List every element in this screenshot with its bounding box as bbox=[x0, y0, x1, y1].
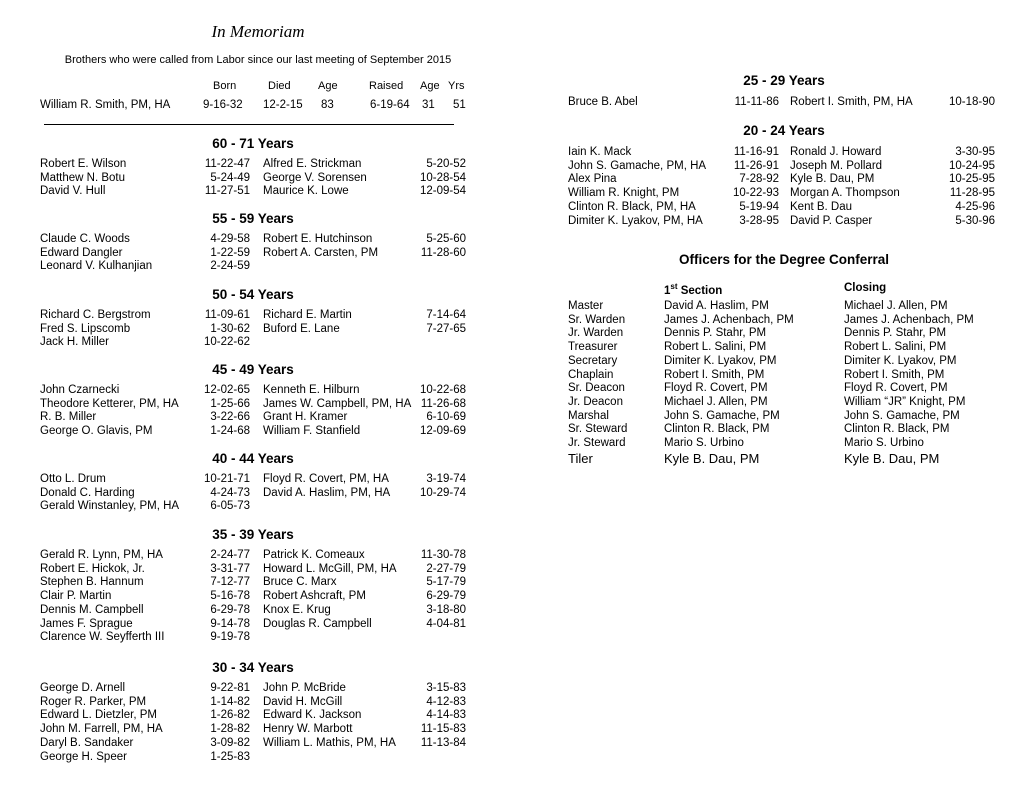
member-name: Clair P. Martin bbox=[40, 590, 112, 603]
raised-date: 1-30-62 bbox=[210, 322, 250, 335]
raised-date: 7-28-92 bbox=[739, 173, 779, 186]
officer-row bbox=[0, 314, 1035, 328]
raised-date: 11-13-84 bbox=[420, 736, 466, 749]
raised-date: 11-28-60 bbox=[420, 246, 466, 259]
entry-raised: 6-19-64 bbox=[370, 99, 410, 111]
member-name: R. B. Miller bbox=[40, 411, 97, 424]
member-name: Leonard V. Kulhanjian bbox=[40, 260, 153, 273]
member-name: Robert I. Smith, PM, HA bbox=[790, 96, 913, 108]
member-name: Bruce B. Abel bbox=[568, 96, 638, 108]
first-section-officer: Michael J. Allen, PM bbox=[664, 395, 768, 408]
section-title: 45 - 49 Years bbox=[212, 362, 294, 377]
section-title: 55 - 59 Years bbox=[212, 211, 294, 226]
header-raised: Raised bbox=[369, 80, 404, 92]
member-row bbox=[0, 575, 516, 589]
officer-role: Sr. Warden bbox=[568, 313, 626, 326]
member-row bbox=[0, 200, 1035, 214]
member-name: Robert Ashcraft, PM bbox=[263, 590, 366, 603]
entry-name: William R. Smith, PM, HA bbox=[40, 99, 171, 111]
divider-rule bbox=[44, 124, 454, 125]
member-row bbox=[0, 232, 516, 246]
raised-date: 10-22-68 bbox=[419, 384, 466, 396]
raised-date: 12-02-65 bbox=[203, 384, 250, 396]
member-row bbox=[0, 681, 516, 695]
raised-date: 9-19-78 bbox=[210, 631, 250, 644]
raised-date: 10-28-54 bbox=[419, 171, 466, 184]
member-name: Iain K. Mack bbox=[568, 146, 632, 158]
raised-date: 1-22-59 bbox=[210, 246, 250, 259]
raised-date: 2-27-79 bbox=[426, 562, 466, 575]
officer-role: Tiler bbox=[568, 450, 593, 466]
raised-date: 6-29-78 bbox=[210, 603, 250, 616]
member-name: James W. Campbell, PM, HA bbox=[263, 397, 412, 410]
member-name: Clarence W. Seyfferth III bbox=[40, 631, 165, 644]
first-section-officer: Dimiter K. Lyakov, PM bbox=[664, 354, 777, 367]
member-name: Robert E. Wilson bbox=[40, 158, 127, 170]
member-row bbox=[0, 603, 516, 617]
officer-role: Jr. Steward bbox=[568, 437, 626, 449]
officers-first-section-header bbox=[664, 282, 722, 297]
officer-row bbox=[0, 423, 1035, 437]
raised-date: 2-24-59 bbox=[210, 260, 250, 273]
officer-row bbox=[0, 437, 1035, 451]
member-name: Gerald R. Lynn, PM, HA bbox=[40, 549, 163, 561]
raised-date: 11-15-83 bbox=[420, 723, 466, 736]
raised-date: 5-17-79 bbox=[426, 576, 466, 589]
member-name: Edward Dangler bbox=[40, 246, 123, 259]
member-row bbox=[0, 145, 1035, 159]
raised-date: 5-20-52 bbox=[426, 158, 466, 170]
member-name: Robert E. Hutchinson bbox=[263, 233, 373, 245]
closing-officer: Dimiter K. Lyakov, PM bbox=[844, 354, 957, 367]
member-name: Fred S. Lipscomb bbox=[40, 322, 131, 335]
member-name: George H. Speer bbox=[40, 750, 127, 763]
member-name: Patrick K. Comeaux bbox=[263, 549, 365, 561]
entry-years: 51 bbox=[453, 99, 466, 111]
raised-date: 10-22-62 bbox=[203, 336, 250, 349]
first-section-officer: Dennis P. Stahr, PM bbox=[664, 327, 767, 340]
first-section-number: 1 bbox=[664, 284, 671, 297]
raised-date: 7-14-64 bbox=[426, 309, 466, 321]
member-name: Alex Pina bbox=[568, 173, 617, 186]
first-section-officer: James J. Achenbach, PM bbox=[664, 313, 794, 326]
raised-date: 10-29-74 bbox=[419, 486, 466, 499]
raised-date: 10-24-95 bbox=[948, 159, 995, 172]
header-years: Yrs bbox=[448, 80, 465, 92]
member-row bbox=[0, 486, 516, 500]
member-name: David P. Casper bbox=[790, 214, 873, 227]
raised-date: 6-05-73 bbox=[210, 500, 250, 513]
header-born: Born bbox=[213, 80, 237, 92]
officer-row bbox=[0, 396, 1035, 410]
member-row bbox=[0, 589, 516, 603]
raised-date: 5-24-49 bbox=[210, 171, 250, 184]
header-age-raised: Age bbox=[420, 80, 440, 92]
entry-died: 12-2-15 bbox=[263, 99, 303, 111]
member-name: George V. Sorensen bbox=[263, 171, 367, 184]
entry-born: 9-16-32 bbox=[203, 99, 243, 111]
entry-age-raised: 31 bbox=[422, 99, 435, 111]
member-name: Otto L. Drum bbox=[40, 473, 106, 485]
closing-officer: John S. Gamache, PM bbox=[844, 409, 960, 422]
member-name: John S. Gamache, PM, HA bbox=[568, 159, 707, 172]
member-row bbox=[0, 736, 516, 750]
raised-date: 5-30-96 bbox=[955, 214, 995, 227]
closing-officer: Clinton R. Black, PM bbox=[844, 423, 950, 436]
raised-date: 9-22-81 bbox=[210, 682, 250, 694]
member-row bbox=[0, 548, 516, 562]
member-name: Douglas R. Campbell bbox=[263, 617, 372, 630]
closing-officer: Michael J. Allen, PM bbox=[844, 300, 948, 312]
first-section-officer: Robert L. Salini, PM bbox=[664, 341, 767, 354]
member-name: Edward K. Jackson bbox=[263, 709, 362, 722]
member-name: George D. Arnell bbox=[40, 682, 126, 694]
memoriam-subtitle: Brothers who were called from Labor since our last meeting of September 2015 bbox=[64, 54, 452, 66]
header-age: Age bbox=[318, 80, 338, 92]
member-row bbox=[0, 750, 516, 764]
entry-age: 83 bbox=[321, 99, 334, 111]
officer-row bbox=[0, 300, 1035, 314]
raised-date: 12-09-54 bbox=[419, 185, 466, 198]
raised-date: 4-12-83 bbox=[426, 695, 466, 708]
officer-row bbox=[0, 341, 1035, 355]
member-name: Dimiter K. Lyakov, PM, HA bbox=[568, 214, 703, 227]
raised-date: 3-19-74 bbox=[426, 473, 466, 485]
raised-date: 1-14-82 bbox=[210, 695, 250, 708]
raised-date: 11-30-78 bbox=[420, 549, 466, 561]
raised-date: 12-09-69 bbox=[419, 425, 466, 438]
member-name: Theodore Ketterer, PM, HA bbox=[40, 397, 179, 410]
member-name: Richard E. Martin bbox=[263, 309, 352, 321]
member-name: Alfred E. Strickman bbox=[263, 158, 362, 170]
raised-date: 1-28-82 bbox=[210, 723, 250, 736]
first-section-superscript: st bbox=[670, 282, 678, 291]
officer-role: Jr. Deacon bbox=[568, 395, 623, 408]
member-row bbox=[0, 472, 516, 486]
raised-date: 4-24-73 bbox=[210, 486, 250, 499]
raised-date: 3-28-95 bbox=[739, 214, 779, 227]
member-name: Bruce C. Marx bbox=[263, 576, 337, 589]
section-title: 30 - 34 Years bbox=[212, 660, 294, 675]
raised-date: 3-30-95 bbox=[955, 146, 995, 158]
first-section-officer: John S. Gamache, PM bbox=[664, 409, 780, 422]
member-row bbox=[0, 186, 1035, 200]
officer-role: Jr. Warden bbox=[568, 327, 624, 340]
raised-date: 7-12-77 bbox=[210, 576, 250, 589]
member-name: Howard L. McGill, PM, HA bbox=[263, 562, 397, 575]
officer-role: Master bbox=[568, 300, 604, 312]
member-row bbox=[0, 499, 516, 513]
first-section-officer: Floyd R. Covert, PM bbox=[664, 382, 768, 395]
first-section-officer: Robert I. Smith, PM bbox=[664, 368, 765, 381]
first-section-label: Section bbox=[677, 284, 723, 297]
member-row bbox=[0, 246, 516, 260]
closing-officer: Mario S. Urbino bbox=[844, 437, 924, 449]
section-title: 20 - 24 Years bbox=[743, 123, 825, 138]
member-name: Daryl B. Sandaker bbox=[40, 736, 134, 749]
member-name: William L. Mathis, PM, HA bbox=[263, 736, 396, 749]
member-name: George O. Glavis, PM bbox=[40, 425, 153, 438]
raised-date: 11-11-86 bbox=[734, 96, 779, 108]
officer-row bbox=[0, 355, 1035, 369]
raised-date: 10-18-90 bbox=[948, 96, 995, 108]
section-title: 25 - 29 Years bbox=[743, 73, 825, 88]
member-row bbox=[0, 617, 516, 631]
raised-date: 5-25-60 bbox=[426, 233, 466, 245]
section-title: 35 - 39 Years bbox=[212, 527, 294, 542]
closing-officer: Robert I. Smith, PM bbox=[844, 368, 945, 381]
member-name: John M. Farrell, PM, HA bbox=[40, 723, 163, 736]
first-section-officer: Clinton R. Black, PM bbox=[664, 423, 770, 436]
member-name: Jack H. Miller bbox=[40, 336, 110, 349]
raised-date: 4-25-96 bbox=[955, 200, 995, 213]
first-section-officer: Kyle B. Dau, PM bbox=[664, 450, 760, 466]
officer-role: Sr. Steward bbox=[568, 423, 628, 436]
memoriam-title: In Memoriam bbox=[211, 22, 305, 41]
raised-date: 3-15-83 bbox=[426, 682, 466, 694]
raised-date: 7-27-65 bbox=[426, 322, 466, 335]
raised-date: 5-19-94 bbox=[739, 200, 779, 213]
member-name: John P. McBride bbox=[263, 682, 346, 694]
raised-date: 3-18-80 bbox=[426, 603, 466, 616]
raised-date: 9-14-78 bbox=[210, 617, 250, 630]
raised-date: 11-16-91 bbox=[733, 146, 779, 158]
officer-role: Secretary bbox=[568, 354, 618, 367]
member-name: Richard C. Bergstrom bbox=[40, 309, 151, 321]
raised-date: 3-31-77 bbox=[210, 562, 250, 575]
member-name: Maurice K. Lowe bbox=[263, 185, 349, 198]
member-name: Claude C. Woods bbox=[40, 233, 130, 245]
raised-date: 10-22-93 bbox=[732, 187, 779, 200]
member-name: Matthew N. Botu bbox=[40, 171, 126, 184]
raised-date: 11-09-61 bbox=[204, 309, 250, 321]
member-name: John Czarnecki bbox=[40, 384, 120, 396]
member-name: William R. Knight, PM bbox=[568, 187, 680, 200]
officer-role: Marshal bbox=[568, 409, 609, 422]
section-title: 40 - 44 Years bbox=[212, 451, 294, 466]
member-row bbox=[0, 708, 516, 722]
member-name: Henry W. Marbott bbox=[263, 723, 353, 736]
member-name: Dennis M. Campbell bbox=[40, 603, 144, 616]
officers-closing-header: Closing bbox=[844, 282, 887, 294]
raised-date: 11-26-68 bbox=[420, 397, 466, 410]
member-row bbox=[0, 722, 516, 736]
member-name: Floyd R. Covert, PM, HA bbox=[263, 473, 389, 485]
member-row bbox=[0, 214, 1035, 228]
member-name: Kenneth E. Hilburn bbox=[263, 384, 360, 396]
closing-officer: Dennis P. Stahr, PM bbox=[844, 327, 947, 340]
raised-date: 5-16-78 bbox=[210, 590, 250, 603]
member-row bbox=[0, 159, 1035, 173]
raised-date: 11-28-95 bbox=[949, 187, 995, 200]
raised-date: 4-14-83 bbox=[426, 709, 466, 722]
member-name: David V. Hull bbox=[40, 185, 106, 198]
officer-role: Treasurer bbox=[568, 341, 618, 354]
member-name: Robert E. Hickok, Jr. bbox=[40, 562, 145, 575]
member-row bbox=[0, 259, 516, 273]
raised-date: 2-24-77 bbox=[210, 549, 250, 561]
member-name: Stephen B. Hannum bbox=[40, 576, 144, 589]
closing-officer: James J. Achenbach, PM bbox=[844, 313, 974, 326]
raised-date: 11-22-47 bbox=[204, 158, 250, 170]
member-name: Edward L. Dietzler, PM bbox=[40, 709, 157, 722]
member-name: Clinton R. Black, PM, HA bbox=[568, 200, 696, 213]
member-name: David H. McGill bbox=[263, 695, 343, 708]
raised-date: 11-27-51 bbox=[204, 185, 250, 198]
officer-role: Sr. Deacon bbox=[568, 382, 625, 395]
member-row bbox=[0, 630, 516, 644]
raised-date: 4-29-58 bbox=[210, 233, 250, 245]
raised-date: 10-25-95 bbox=[948, 173, 995, 186]
officer-row bbox=[0, 410, 1035, 424]
header-died: Died bbox=[268, 80, 291, 92]
closing-officer: Floyd R. Covert, PM bbox=[844, 382, 948, 395]
officers-title: Officers for the Degree Conferral bbox=[678, 252, 890, 267]
member-name: David A. Haslim, PM, HA bbox=[263, 486, 391, 499]
first-section-officer: David A. Haslim, PM bbox=[664, 300, 769, 312]
raised-date: 10-21-71 bbox=[203, 473, 250, 485]
closing-officer: William “JR” Knight, PM bbox=[844, 395, 966, 408]
member-name: Roger R. Parker, PM bbox=[40, 695, 147, 708]
member-name: Gerald Winstanley, PM, HA bbox=[40, 500, 180, 513]
officer-row bbox=[0, 327, 1035, 341]
raised-date: 1-25-66 bbox=[210, 397, 250, 410]
raised-date: 6-10-69 bbox=[426, 411, 466, 424]
member-name: Morgan A. Thompson bbox=[790, 187, 900, 200]
officer-row bbox=[0, 369, 1035, 383]
closing-officer: Kyle B. Dau, PM bbox=[844, 450, 940, 466]
member-name: Kent B. Dau bbox=[790, 200, 853, 213]
raised-date: 3-09-82 bbox=[210, 736, 250, 749]
raised-date: 1-25-83 bbox=[210, 750, 250, 763]
member-row bbox=[0, 562, 516, 576]
raised-date: 1-24-68 bbox=[210, 425, 250, 438]
member-name: Knox E. Krug bbox=[263, 603, 331, 616]
member-name: Joseph M. Pollard bbox=[790, 159, 883, 172]
raised-date: 6-29-79 bbox=[426, 590, 466, 603]
member-name: William F. Stanfield bbox=[263, 425, 361, 438]
member-row bbox=[0, 95, 1035, 109]
officer-row bbox=[0, 382, 1035, 396]
raised-date: 4-04-81 bbox=[426, 617, 466, 630]
member-name: Ronald J. Howard bbox=[790, 146, 882, 158]
section-title: 60 - 71 Years bbox=[212, 136, 294, 151]
member-name: James F. Sprague bbox=[40, 617, 133, 630]
member-row bbox=[0, 695, 516, 709]
raised-date: 11-26-91 bbox=[733, 159, 779, 172]
raised-date: 1-26-82 bbox=[210, 709, 250, 722]
member-name: Buford E. Lane bbox=[263, 322, 340, 335]
officer-row bbox=[0, 452, 1035, 466]
member-name: Donald C. Harding bbox=[40, 486, 135, 499]
closing-officer: Robert L. Salini, PM bbox=[844, 341, 947, 354]
member-name: Kyle B. Dau, PM bbox=[790, 173, 875, 186]
section-title: 50 - 54 Years bbox=[212, 287, 294, 302]
member-name: Grant H. Kramer bbox=[263, 411, 348, 424]
officer-role: Chaplain bbox=[568, 368, 614, 381]
member-row bbox=[0, 172, 1035, 186]
first-section-officer: Mario S. Urbino bbox=[664, 437, 744, 449]
raised-date: 3-22-66 bbox=[210, 411, 250, 424]
member-name: Robert A. Carsten, PM bbox=[263, 246, 379, 259]
